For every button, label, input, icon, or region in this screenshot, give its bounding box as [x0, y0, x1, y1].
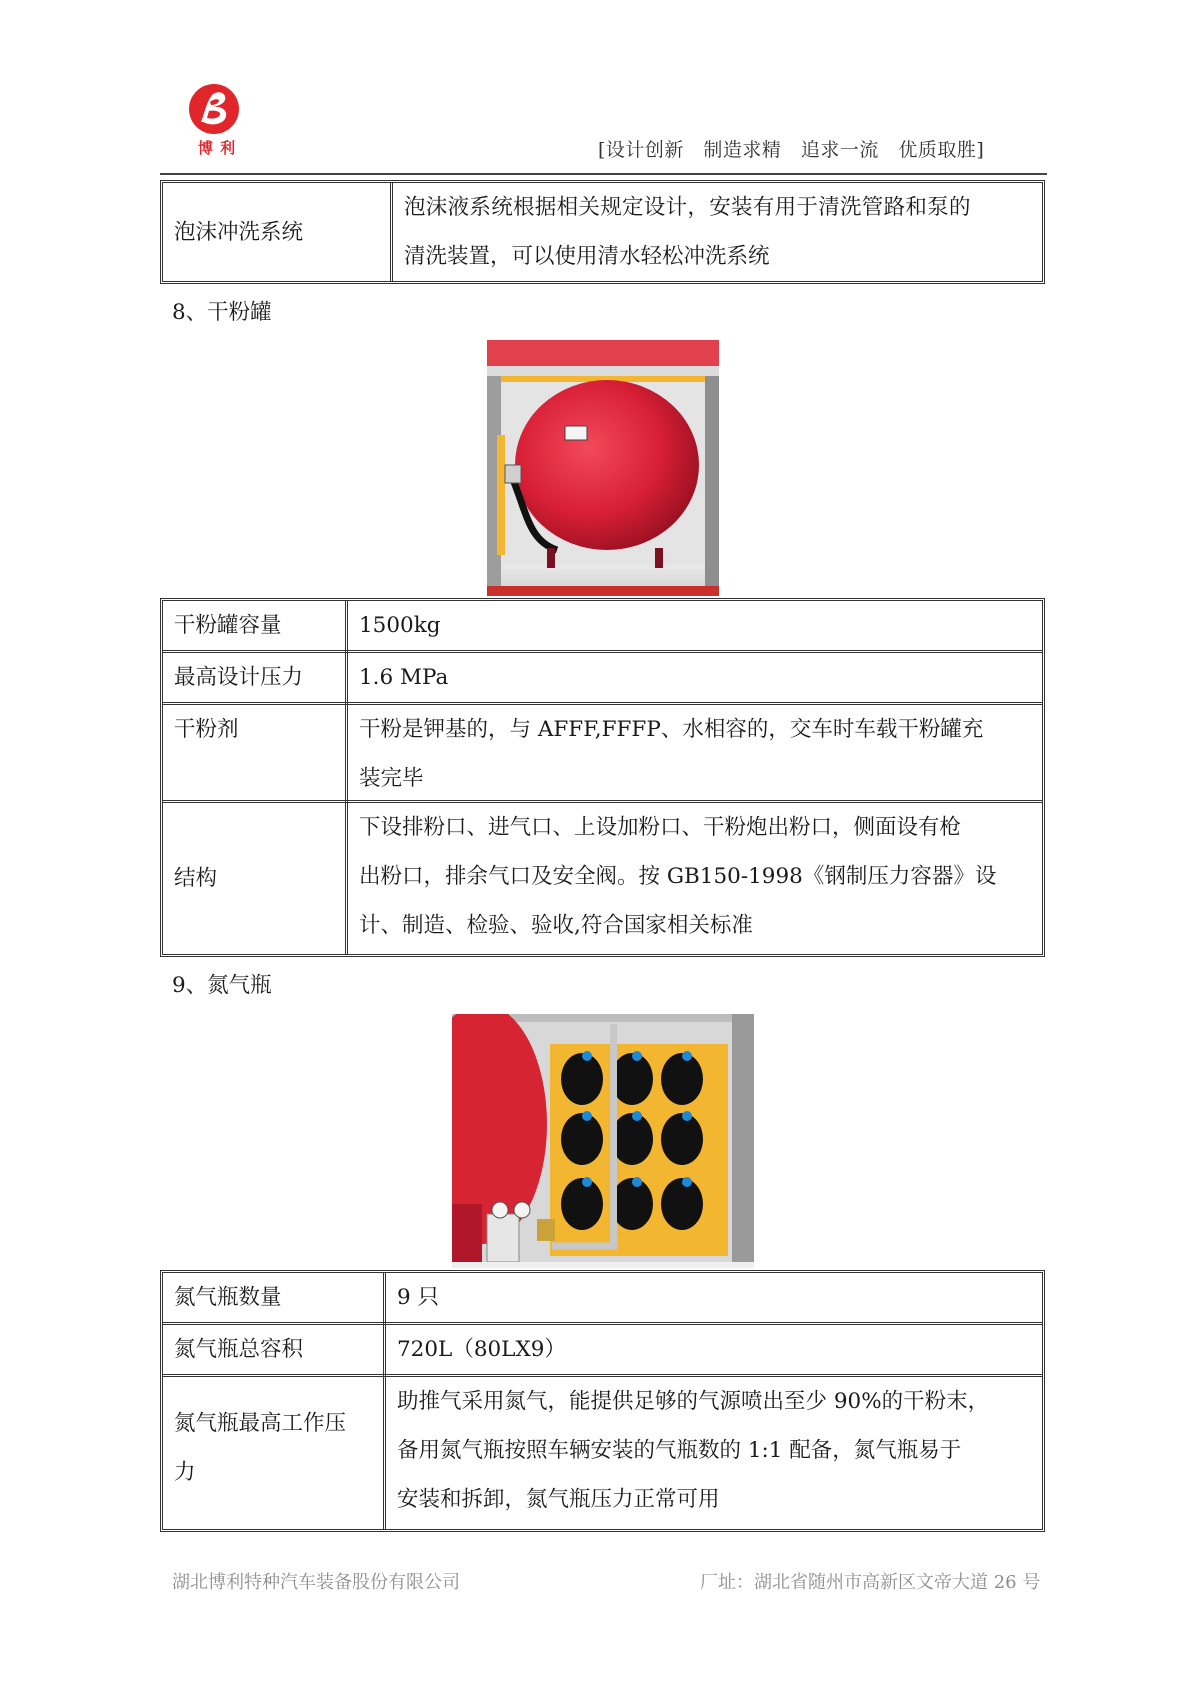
table-value-cell: 1500kg — [359, 613, 441, 638]
table-value-line: 出粉口，排余气口及安全阀。按 GB150-1998《钢制压力容器》设 — [359, 864, 997, 889]
table-value-cell — [348, 803, 1043, 953]
table-value-cell: 1.6 MPa — [359, 665, 449, 690]
table-label-line: 氮气瓶最高工作压 — [174, 1411, 347, 1436]
table-value-cell: 720L（80LX9） — [397, 1337, 566, 1362]
table-value-line: 泡沫液系统根据相关规定设计，安装有用于清洗管路和泵的 — [404, 195, 971, 220]
table-value-line: 计、制造、检验、验收,符合国家相关标准 — [359, 913, 753, 938]
table-value-line: 下设排粉口、进气口、上设加粉口、干粉炮出粉口，侧面设有枪 — [359, 815, 962, 840]
table-value-line: 装完毕 — [359, 766, 424, 791]
table-label-cell: 结构 — [174, 865, 218, 891]
table-label-cell: 干粉剂 — [174, 717, 239, 742]
table-value-line: 备用氮气瓶按照车辆安装的气瓶数的 1:1 配备，氮气瓶易于 — [397, 1438, 962, 1463]
table-value-line: 安装和拆卸，氮气瓶压力正常可用 — [397, 1487, 720, 1512]
table-value-line: 清洗装置，可以使用清水轻松冲洗系统 — [404, 244, 770, 269]
section-title-powder-tank: 8、干粉罐 — [172, 300, 272, 325]
table-label-cell: 最高设计压力 — [174, 665, 304, 690]
logo-text: 博 利 — [197, 139, 237, 157]
table-label-cell — [163, 1399, 383, 1499]
powder-tank-table — [160, 598, 1045, 957]
company-logo — [183, 82, 245, 158]
foam-system-table — [160, 180, 1045, 284]
table-label-cell: 氮气瓶总容积 — [174, 1337, 304, 1362]
table-label-cell: 泡沫冲洗系统 — [174, 219, 304, 245]
table-label-line: 力 — [174, 1460, 196, 1485]
footer-company: 湖北博利特种汽车装备股份有限公司 — [172, 1572, 460, 1593]
table-label-cell: 干粉罐容量 — [174, 613, 282, 638]
table-value-cell: 9 只 — [397, 1285, 440, 1310]
table-value-cell — [348, 705, 1043, 800]
nitrogen-cylinder-table — [160, 1270, 1045, 1532]
table-value-line: 干粉是钾基的，与 AFFF,FFFP、水相容的，交车时车载干粉罐充 — [359, 717, 984, 742]
header-divider — [160, 173, 1047, 175]
section-title-nitrogen-cylinders: 9、氮气瓶 — [172, 973, 272, 998]
footer-address: 厂址：湖北省随州市高新区文帝大道 26 号 — [700, 1572, 1041, 1593]
powder-tank-photo — [487, 340, 719, 596]
table-value-cell — [393, 183, 1043, 281]
table-label-cell: 氮气瓶数量 — [174, 1285, 282, 1310]
table-value-line: 助推气采用氮气，能提供足够的气源喷出至少 90%的干粉末， — [397, 1389, 990, 1414]
table-value-cell — [386, 1377, 1043, 1527]
nitrogen-cylinders-photo — [452, 1014, 754, 1268]
company-motto: [设计创新 制造求精 追求一流 优质取胜] — [598, 139, 985, 161]
